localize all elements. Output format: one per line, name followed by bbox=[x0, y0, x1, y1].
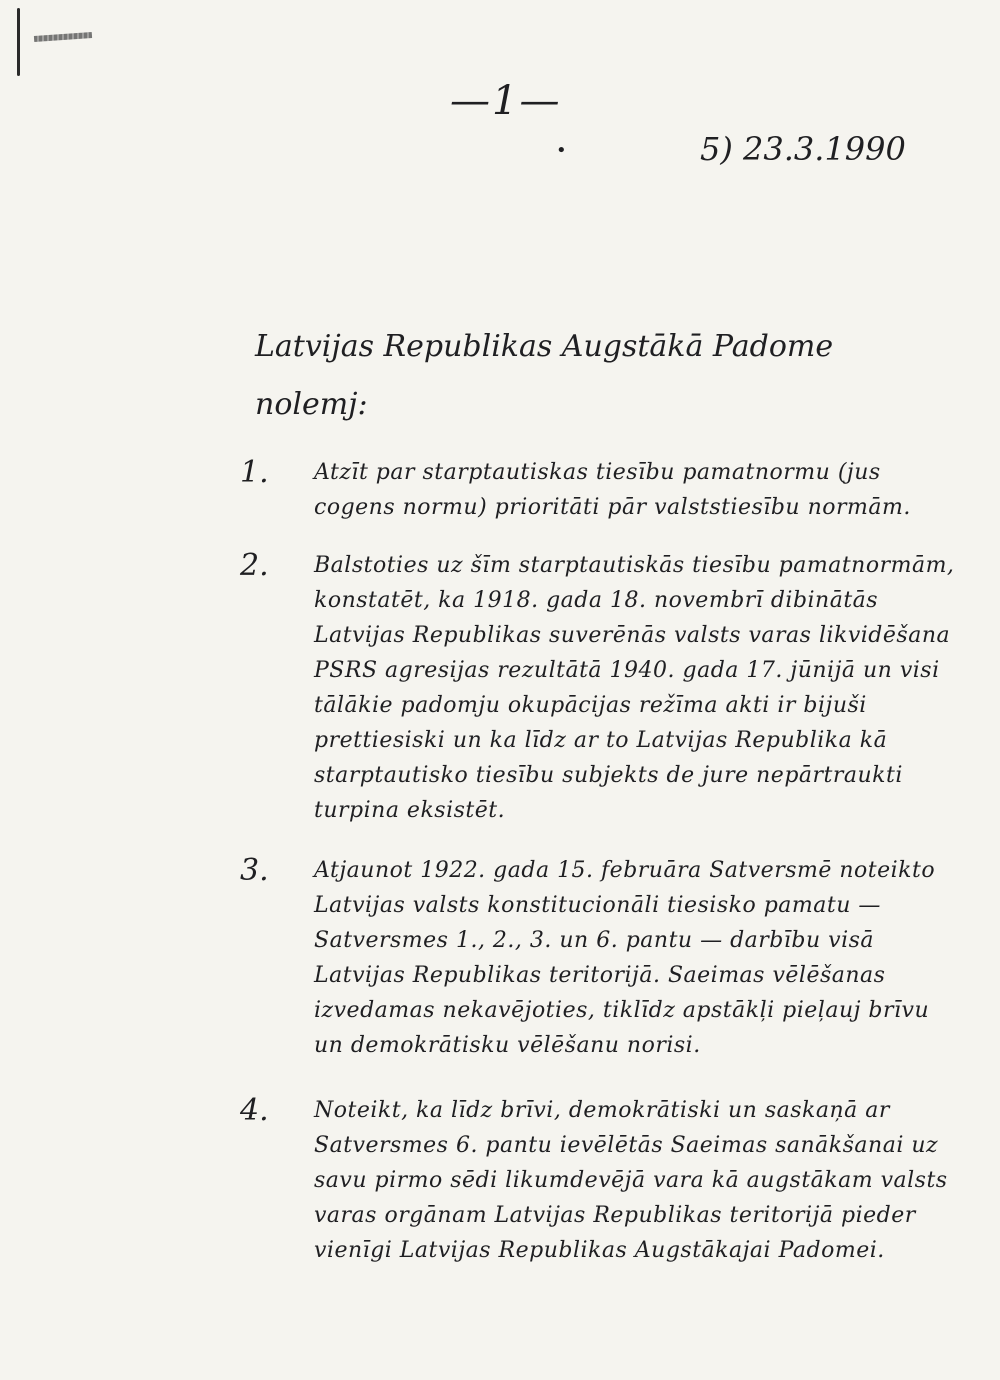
page-number: —1— bbox=[450, 78, 562, 124]
item-number: 1. bbox=[240, 455, 269, 490]
document-date: 5) 23.3.1990 bbox=[700, 130, 906, 168]
corner-scratch-mark bbox=[34, 32, 92, 42]
item-number: 2. bbox=[240, 548, 269, 583]
margin-line-mark bbox=[17, 8, 20, 76]
item-text: Atjaunot 1922. gada 15. februāra Satversmē noteikto Latvijas valsts konstitucionāli tiesisko pamatu — Satversmes 1., 2., 3. un 6. pantu — darbību visā Latvijas Republikas teritorijā. Saeimas vēlēšanas izvedamas nekavējoties, tiklīdz apstākļi pieļauj brīvu un demokrātisku vēlēšanu norisi. bbox=[314, 858, 936, 1058]
item-text: Atzīt par starptautiskas tiesību pamatnormu (jus cogens normu) prioritāti pār valststiesību normām. bbox=[314, 460, 911, 520]
item-text: Noteikt, ka līdz brīvi, demokrātiski un saskaņā ar Satversmes 6. pantu ievēlētās Saeimas sanākšanai uz savu pirmo sēdi likumdevējā vara kā augstākam valsts varas orgānam Latvijas Republikas teritorijā pieder vienīgi Latvijas Republikas Augstākajai Padomei. bbox=[314, 1098, 948, 1263]
item-number: 3. bbox=[240, 853, 269, 888]
item-number: 4. bbox=[240, 1093, 269, 1128]
ink-dot-mark: • bbox=[556, 140, 567, 161]
item-text: Balstoties uz šīm starptautiskās tiesību pamatnormām, konstatēt, ka 1918. gada 18. novembrī dibinātās Latvijas Republikas suverēnās valsts varas likvidēšana PSRS agresijas rezultātā 1940. gada 17. jūnijā un visi tālākie padomju okupācijas režīma akti ir bijuši prettiesiski un ka līdz ar to Latvijas Republika kā starptautisko tiesību subjekts de jure nepārtraukti turpina eksistēt. bbox=[314, 553, 955, 823]
resolution-heading: Latvijas Republikas Augstākā Padome nolemj: bbox=[255, 329, 834, 422]
